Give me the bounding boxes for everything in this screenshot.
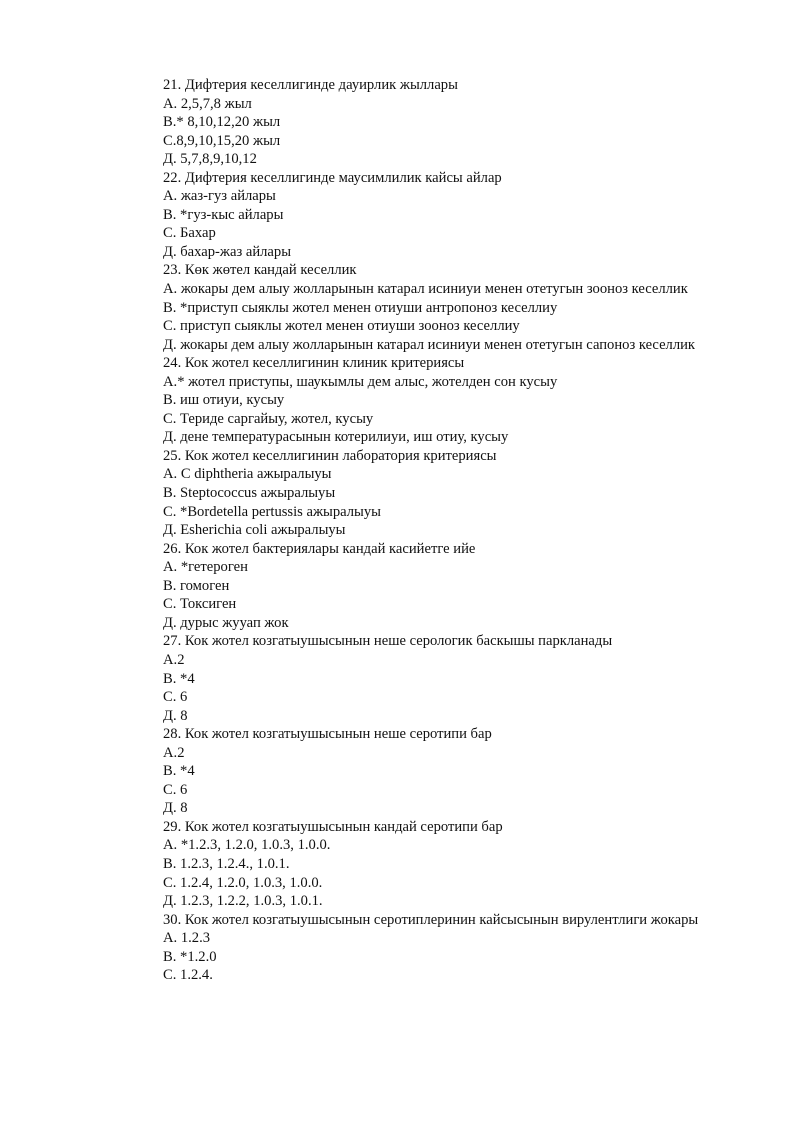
answer-option: В. *4 <box>163 763 195 780</box>
question-block <box>163 447 723 540</box>
answer-option: Д. 8 <box>163 800 188 817</box>
answer-option: В. *4 <box>163 670 195 687</box>
question-text: 28. Кок жотел козгатыушысынын неше серотипи бар <box>163 726 492 743</box>
answer-option: С. Териде саргайыу, жотел, кусыу <box>163 410 374 427</box>
question-block <box>163 911 723 985</box>
answer-option: Д. дене температурасынын котерилиуи, иш отиу, кусыу <box>163 429 509 446</box>
question-block <box>163 818 723 911</box>
answer-option: С. Токсиген <box>163 596 237 613</box>
answer-option: А. 1.2.3 <box>163 930 211 947</box>
answer-option: С.8,9,10,15,20 жыл <box>163 132 281 149</box>
question-block <box>163 76 723 169</box>
answer-option: Д. бахар-жаз айлары <box>163 243 292 260</box>
answer-option: А.* жотел приступы, шаукымлы дем алыс, жотелден сон кусыу <box>163 373 558 390</box>
answer-option: С. 1.2.4. <box>163 967 213 984</box>
answer-option: В. 1.2.3, 1.2.4., 1.0.1. <box>163 855 290 872</box>
answer-option: Д. Esherichia coli ажыралыуы <box>163 522 346 539</box>
question-text: 29. Кок жотел козгатыушысынын кандай серотипи бар <box>163 818 503 835</box>
answer-option: С. 6 <box>163 689 188 706</box>
answer-option: Д. 5,7,8,9,10,12 <box>163 151 257 168</box>
answer-option: А. 2,5,7,8 жыл <box>163 95 252 112</box>
answer-option: Д. 1.2.3, 1.2.2, 1.0.3, 1.0.1. <box>163 893 323 910</box>
answer-option: В.* 8,10,12,20 жыл <box>163 114 281 131</box>
question-block <box>163 354 723 447</box>
question-list <box>163 76 723 985</box>
answer-option: Д. жокары дем алыу жолларынын катарал исиниуи менен отетугын сапоноз кеселлик <box>163 336 696 353</box>
question-block <box>163 632 723 725</box>
answer-option: А.2 <box>163 651 185 668</box>
answer-option: С. *Bordetella pertussis ажыралыуы <box>163 503 381 520</box>
question-text: 30. Кок жотел козгатыушысынын серотиплеринин кайсысынын вирулентлиги жокары <box>163 911 699 928</box>
question-text: 23. Көк жөтел кандай кеселлик <box>163 262 357 279</box>
answer-option: С. 1.2.4, 1.2.0, 1.0.3, 1.0.0. <box>163 874 323 891</box>
question-text: 26. Кок жотел бактериялары кандай касийетге ийе <box>163 540 476 557</box>
answer-option: А. жокары дем алыу жолларынын катарал исиниуи менен отетугын зооноз кеселлик <box>163 281 688 298</box>
answer-option: А. C diphtheria ажыралыуы <box>163 466 332 483</box>
answer-option: А. *1.2.3, 1.2.0, 1.0.3, 1.0.0. <box>163 837 331 854</box>
answer-option: В. *приступ сыяклы жотел менен отиуши антропоноз кеселлиу <box>163 299 558 316</box>
answer-option: А. *гетероген <box>163 559 248 576</box>
answer-option: В. иш отиуи, кусыу <box>163 392 285 409</box>
question-block <box>163 540 723 633</box>
answer-option: В. *гуз-кыс айлары <box>163 206 284 223</box>
answer-option: С. Бахар <box>163 225 216 242</box>
answer-option: А. жаз-гуз айлары <box>163 188 276 205</box>
question-block <box>163 725 723 818</box>
answer-option: Д. 8 <box>163 707 188 724</box>
answer-option: В. *1.2.0 <box>163 948 217 965</box>
answer-option: Д. дурыс жууап жок <box>163 614 289 631</box>
answer-option: В. Steptococcus ажыралыуы <box>163 485 336 502</box>
question-text: 24. Кок жотел кеселлигинин клиник критериясы <box>163 355 465 372</box>
answer-option: С. приступ сыяклы жотел менен отиуши зооноз кеселлиу <box>163 318 520 335</box>
question-text: 22. Дифтерия кеселлигинде маусимлилик кайсы айлар <box>163 169 502 186</box>
question-text: 25. Кок жотел кеселлигинин лаборатория критериясы <box>163 447 497 464</box>
question-block <box>163 169 723 262</box>
answer-option: С. 6 <box>163 781 188 798</box>
question-text: 27. Кок жотел козгатыушысынын неше серологик баскышы паркланады <box>163 633 613 650</box>
answer-option: В. гомоген <box>163 577 230 594</box>
answer-option: А.2 <box>163 744 185 761</box>
question-block <box>163 261 723 354</box>
question-text: 21. Дифтерия кеселлигинде дауирлик жыллары <box>163 77 458 93</box>
